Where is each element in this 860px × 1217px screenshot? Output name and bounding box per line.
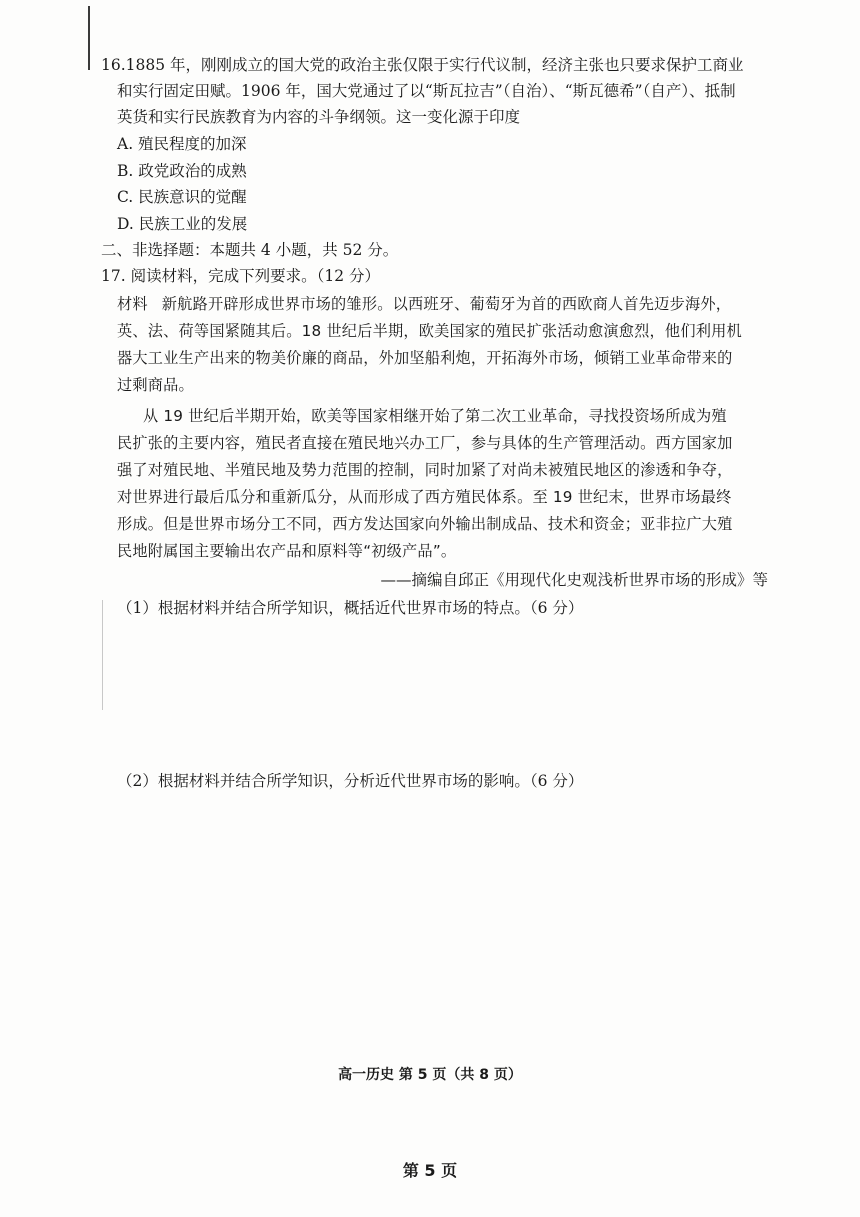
q17-material-line-5: 从 19 世纪后半期开始，欧美等国家相继开始了第二次工业革命，寻找投资场所成为殖 xyxy=(143,407,727,425)
q16-line-1: 16.1885 年，刚刚成立的国大党的政治主张仅限于实行代议制，经济主张也只要求保护工商业 xyxy=(101,56,744,74)
q17-material-line-2: 英、法、荷等国紧随其后。18 世纪后半期，欧美国家的殖民扩张活动愈演愈烈，他们利用机 xyxy=(117,322,742,340)
section-heading: 二、非选择题：本题共 4 小题，共 52 分。 xyxy=(101,241,399,259)
q17-source-citation: ——摘编自邱正《用现代化史观浅析世界市场的形成》等 xyxy=(380,571,768,589)
material-label: 材料 xyxy=(117,295,148,313)
q17-sub-question-1: （1）根据材料并结合所学知识，概括近代世界市场的特点。（6 分） xyxy=(117,599,584,617)
q17-material-line-6: 民扩张的主要内容，殖民者直接在殖民地兴办工厂，参与具体的生产管理活动。西方国家加 xyxy=(117,434,733,452)
q17-sub-question-2: （2）根据材料并结合所学知识，分析近代世界市场的影响。（6 分） xyxy=(117,772,584,790)
q16-option-b: B. 政党政治的成熟 xyxy=(117,162,247,180)
q16-option-c: C. 民族意识的觉醒 xyxy=(117,188,247,206)
q17-material-line-10: 民地附属国主要输出农产品和原料等“初级产品”。 xyxy=(117,542,457,560)
q17-material-line-1 xyxy=(117,293,731,315)
scan-edge-mark xyxy=(88,6,90,70)
q16-line-3: 英货和实行民族教育为内容的斗争纲领。这一变化源于印度 xyxy=(117,108,521,126)
material-text: 新航路开辟形成世界市场的雏形。以西班牙、葡萄牙为首的西欧商人首先迈步海外， xyxy=(161,295,732,313)
page-number: 第 5 页 xyxy=(402,1161,458,1180)
q17-material-line-8: 对世界进行最后瓜分和重新瓜分，从而形成了西方殖民体系。至 19 世纪末，世界市场最终 xyxy=(117,488,732,506)
page-footer: 高一历史 第 5 页（共 8 页） xyxy=(338,1067,522,1083)
q17-material-line-7: 强了对殖民地、半殖民地及势力范围的控制，同时加紧了对尚未被殖民地区的渗透和争夺， xyxy=(117,461,733,479)
q16-option-a: A. 殖民程度的加深 xyxy=(117,135,247,153)
q16-option-d: D. 民族工业的发展 xyxy=(117,215,248,233)
q17-material-line-9: 形成。但是世界市场分工不同，西方发达国家向外输出制成品、技术和资金；亚非拉广大殖 xyxy=(117,515,733,533)
q17-material-line-3: 器大工业生产出来的物美价廉的商品，外加坚船利炮，开拓海外市场，倾销工业革命带来的 xyxy=(117,349,733,367)
q16-line-2: 和实行固定田赋。1906 年，国大党通过了以“斯瓦拉吉”（自治）、“斯瓦德希”（自产）、抵制 xyxy=(117,82,736,100)
scan-edge-mark-faint xyxy=(102,600,103,710)
q17-stem: 17. 阅读材料，完成下列要求。（12 分） xyxy=(101,267,380,285)
q17-material-line-4: 过剩商品。 xyxy=(117,376,194,394)
